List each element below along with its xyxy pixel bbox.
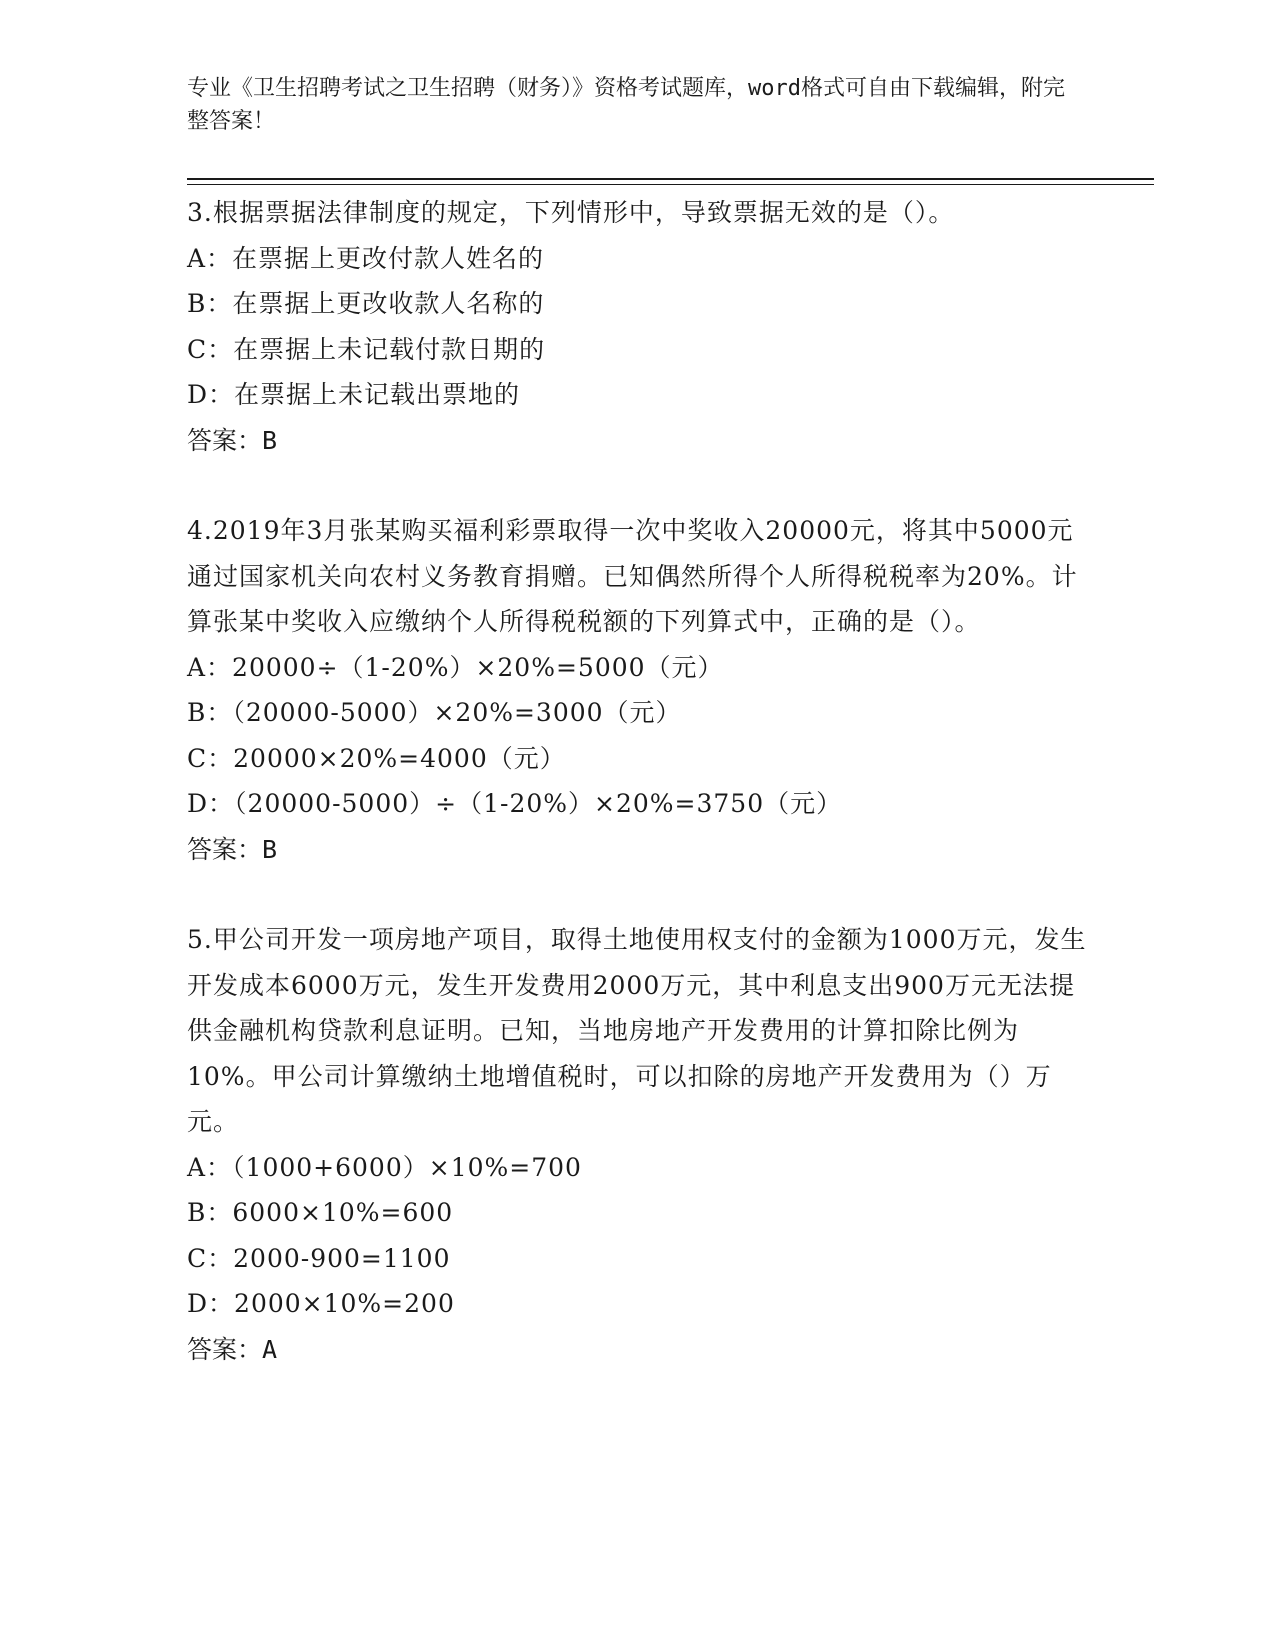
answer: 答案：B bbox=[187, 425, 278, 455]
question-4 bbox=[187, 508, 1087, 872]
option-d: D：（20000-5000）÷（1-20%）×20%=3750（元） bbox=[187, 789, 843, 818]
option-b: B：6000×10%=600 bbox=[187, 1198, 454, 1227]
answer: 答案：B bbox=[187, 834, 278, 864]
question-3 bbox=[187, 190, 1087, 463]
answer: 答案：A bbox=[187, 1334, 278, 1364]
question-stem: 5.甲公司开发一项房地产项目，取得土地使用权支付的金额为1000万元，发生开发成本6000万元，发生开发费用2000万元，其中利息支出900万元无法提供金融机构贷款利息证明。已知，当地房地产开发费用的计算扣除比例为10%。甲公司计算缴纳土地增值税时，可以扣除的房地产开发费用为（）万元。 bbox=[187, 925, 1087, 1136]
option-b: B：在票据上更改收款人名称的 bbox=[187, 289, 545, 318]
option-d: D：2000×10%=200 bbox=[187, 1289, 455, 1318]
page-header: 专业《卫生招聘考试之卫生招聘（财务）》资格考试题库，word格式可自由下载编辑，附完整答案！ bbox=[187, 76, 1065, 134]
option-c: C：在票据上未记载付款日期的 bbox=[187, 334, 546, 364]
option-c: C：2000-900=1100 bbox=[187, 1243, 451, 1273]
question-list bbox=[187, 190, 1087, 1417]
question-stem: 4.2019年3月张某购买福利彩票取得一次中奖收入20000元，将其中5000元通过国家机关向农村义务教育捐赠。已知偶然所得个人所得税税率为20%。计算张某中奖收入应缴纳个人所得税税额的下列算式中，正确的是（）。 bbox=[187, 516, 1078, 636]
question-5 bbox=[187, 917, 1087, 1372]
question-stem: 3.根据票据法律制度的规定，下列情形中，导致票据无效的是（）。 bbox=[187, 198, 955, 227]
option-c: C：20000×20%=4000（元） bbox=[187, 743, 566, 773]
option-a: A：（1000+6000）×10%=700 bbox=[187, 1152, 582, 1182]
option-a: A：20000÷（1-20%）×20%=5000（元） bbox=[187, 652, 724, 682]
header-divider-thick bbox=[187, 178, 1154, 180]
option-d: D：在票据上未记载出票地的 bbox=[187, 380, 521, 409]
header-divider-thin bbox=[187, 184, 1154, 185]
option-a: A：在票据上更改付款人姓名的 bbox=[187, 243, 545, 273]
option-b: B：（20000-5000）×20%=3000（元） bbox=[187, 698, 682, 727]
